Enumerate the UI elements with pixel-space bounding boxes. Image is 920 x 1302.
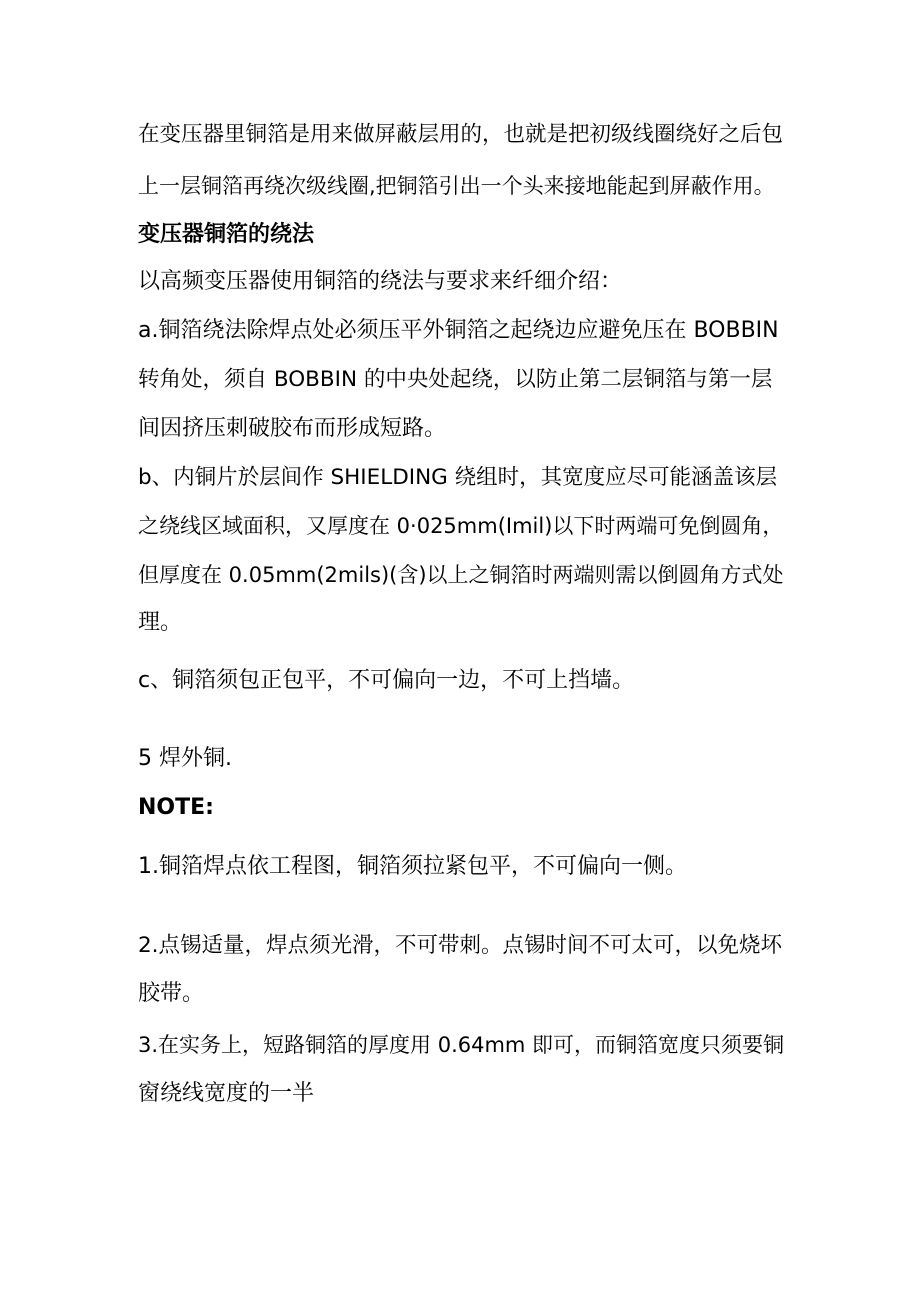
note-2-line-1: 2.点锡适量，焊点须光滑，不可带刺。点锡时间不可太可，以免烧坏 [138,933,783,958]
section-heading: 变压器铜箔的绕法 [138,222,315,247]
lead-paragraph: 以高频变压器使用铜箔的绕法与要求来纤细介绍： [138,269,623,294]
note-3-line-1: 3.在实务上，短路铜箔的厚度用 0.64mm 即可，而铜箔宽度只须要铜 [138,1033,785,1057]
item-c: c、铜箔须包正包平，不可偏向一边，不可上挡墙。 [138,668,635,693]
item-b-line-1: b、内铜片於层间作 SHIELDING 绕组时，其宽度应尽可能涵盖该层 [138,465,778,490]
step-5: 5 焊外铜. [138,746,232,771]
note-2-line-2: 胶带。 [138,981,205,1006]
note-3-line-2: 窗绕线宽度的一半 [138,1081,315,1106]
item-a-line-3: 间因挤压刺破胶布而形成短路。 [138,416,447,441]
note-label: NOTE: [138,795,214,820]
item-b-line-4: 理。 [138,610,183,635]
item-b-line-2: 之绕线区域面积，又厚度在 0·025mm(Imil)以下时两端可免倒圆角， [138,514,784,538]
note-1: 1.铜箔焊点依工程图，铜箔须拉紧包平，不可偏向一侧。 [138,854,687,879]
item-a-line-1: a.铜箔绕法除焊点处必须压平外铜箔之起绕边应避免压在 BOBBIN [138,318,779,343]
intro-line-1: 在变压器里铜箔是用来做屏蔽层用的，也就是把初级线圈绕好之后包 [138,122,784,147]
item-b-line-3: 但厚度在 0.05mm(2mils)(含)以上之铜箔时两端则需以倒圆角方式处 [138,563,784,587]
intro-line-2: 上一层铜箔再绕次级线圈,把铜箔引出一个头来接地能起到屏蔽作用。 [138,174,775,198]
item-a-line-2: 转角处，须自 BOBBIN 的中央处起绕，以防止第二层铜箔与第一层 [138,367,773,392]
